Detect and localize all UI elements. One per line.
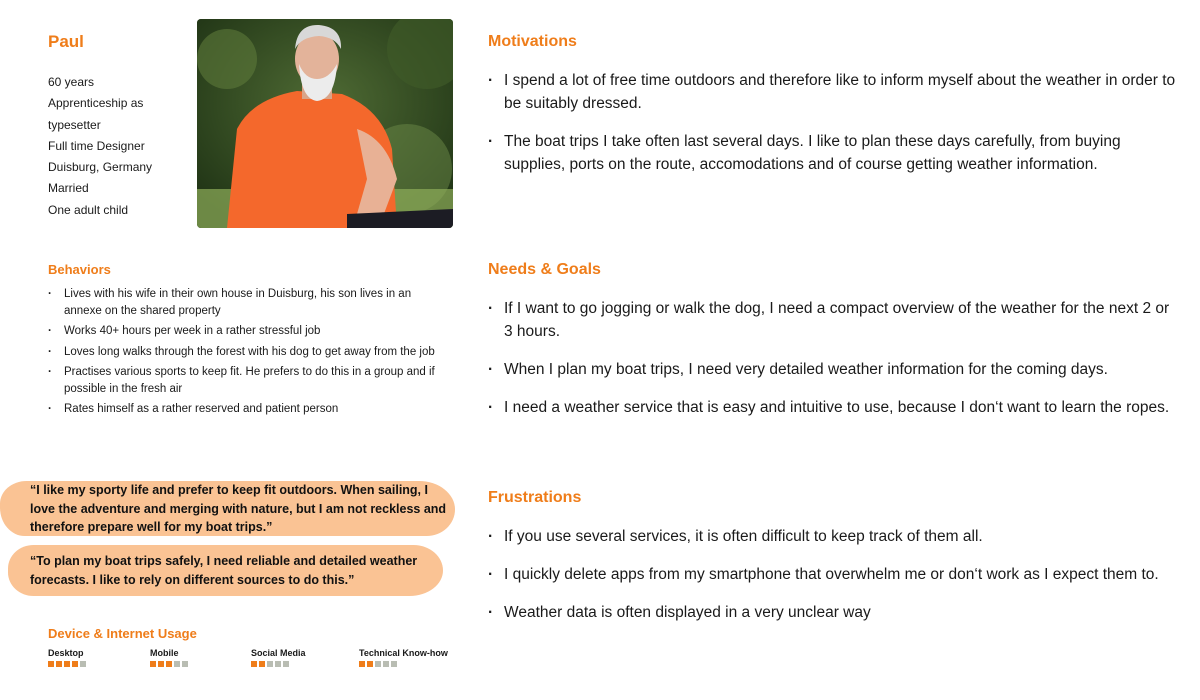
- rating-dot-empty: [267, 661, 273, 667]
- usage-label: Mobile: [150, 648, 179, 658]
- list-item: · If I want to go jogging or walk the dog, I need a compact overview of the weather for the next 2 or 3 hours.: [488, 297, 1178, 343]
- rating-dot-empty: [391, 661, 397, 667]
- usage-social-media: [251, 648, 306, 667]
- fact-education: Apprenticeship as typesetter: [48, 96, 144, 132]
- needs-goals-list: [488, 297, 1178, 434]
- list-item: · Loves long walks through the forest with his dog to get away from the job: [48, 344, 448, 361]
- list-item: · Works 40+ hours per week in a rather stressful job: [48, 323, 448, 340]
- fact-age: 60 years: [48, 75, 95, 89]
- fact-children: One adult child: [48, 202, 129, 217]
- list-item: · The boat trips I take often last several days. I like to plan these days carefully, from buying supplies, ports on the route, accomodations and of course getting weather information.: [488, 130, 1178, 176]
- list-item: · If you use several services, it is often difficult to keep track of them all.: [488, 525, 1178, 548]
- usage-mobile: [150, 648, 188, 667]
- frustrations-heading: Frustrations: [488, 489, 582, 506]
- persona-quote: “To plan my boat trips safely, I need reliable and detailed weather forecasts. I like to rely on different sources to do this.”: [30, 554, 418, 587]
- needs-goals-heading: Needs & Goals: [488, 261, 601, 278]
- usage-label: Desktop: [48, 648, 84, 658]
- rating-dot-filled: [64, 661, 70, 667]
- rating-dot-filled: [251, 661, 257, 667]
- usage-rating: [150, 661, 188, 667]
- rating-dot-filled: [158, 661, 164, 667]
- list-item: · Lives with his wife in their own house in Duisburg, his son lives in an annexe on the shared property: [48, 286, 448, 319]
- list-item: · When I plan my boat trips, I need very detailed weather information for the coming days.: [488, 358, 1178, 381]
- persona-photo: [197, 19, 453, 228]
- motivations-heading: Motivations: [488, 33, 577, 50]
- list-item: · Weather data is often displayed in a very unclear way: [488, 601, 1178, 624]
- motivations-list: [488, 69, 1178, 191]
- list-item: · I need a weather service that is easy and intuitive to use, because I don‘t want to learn the ropes.: [488, 396, 1178, 419]
- behaviors-heading: Behaviors: [48, 262, 111, 277]
- list-item: · I spend a lot of free time outdoors and therefore like to inform myself about the weather in order to be suitably dressed.: [488, 69, 1178, 115]
- usage-desktop: [48, 648, 86, 667]
- persona-quote: “I like my sporty life and prefer to keep fit outdoors. When sailing, I love the adventure and merging with nature, but I am not reckless and therefore prepare well for my boat trips.”: [30, 483, 447, 534]
- usage-rating: [48, 661, 86, 667]
- rating-dot-empty: [182, 661, 188, 667]
- usage-label: Technical Know-how: [359, 648, 448, 658]
- list-item: · Practises various sports to keep fit. He prefers to do this in a group and if possible in the fresh air: [48, 364, 448, 397]
- rating-dot-empty: [275, 661, 281, 667]
- rating-dot-empty: [375, 661, 381, 667]
- fact-marital-status: Married: [48, 181, 89, 196]
- frustrations-list: [488, 525, 1178, 639]
- fact-job: Full time Designer: [48, 138, 145, 153]
- rating-dot-filled: [359, 661, 365, 667]
- rating-dot-filled: [166, 661, 172, 667]
- rating-dot-empty: [283, 661, 289, 667]
- rating-dot-empty: [383, 661, 389, 667]
- behaviors-list: [48, 286, 448, 422]
- persona-facts: [48, 72, 178, 221]
- rating-dot-filled: [48, 661, 54, 667]
- rating-dot-filled: [150, 661, 156, 667]
- usage-label: Social Media: [251, 648, 306, 658]
- usage-rating: [251, 661, 306, 667]
- rating-dot-empty: [80, 661, 86, 667]
- list-item: · Rates himself as a rather reserved and patient person: [48, 401, 448, 418]
- rating-dot-filled: [72, 661, 78, 667]
- list-item: · I quickly delete apps from my smartphone that overwhelm me or don‘t work as I expect them to.: [488, 563, 1178, 586]
- device-usage-heading: Device & Internet Usage: [48, 626, 197, 641]
- rating-dot-filled: [56, 661, 62, 667]
- usage-technical-know-how: [359, 648, 448, 667]
- fact-location: Duisburg, Germany: [48, 160, 153, 175]
- rating-dot-empty: [174, 661, 180, 667]
- rating-dot-filled: [367, 661, 373, 667]
- usage-rating: [359, 661, 448, 667]
- persona-name: Paul: [48, 32, 84, 51]
- rating-dot-filled: [259, 661, 265, 667]
